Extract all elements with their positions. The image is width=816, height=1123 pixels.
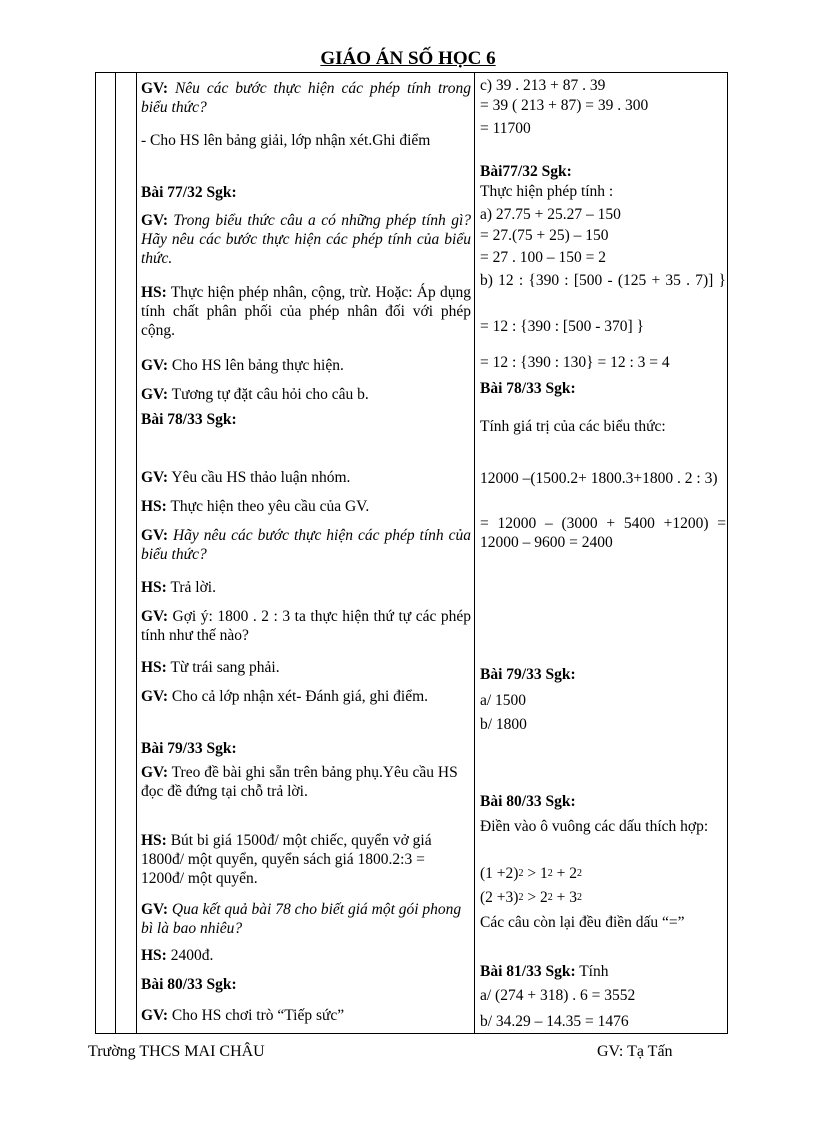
gv-label: GV: <box>141 1007 168 1024</box>
solution-line: b/ 1800 <box>480 716 527 733</box>
solution-line: Các câu còn lại đều điền dấu “=” <box>480 914 685 931</box>
gv-label: GV: <box>141 80 168 97</box>
gv-label: GV: <box>141 764 168 781</box>
activity-text: - Cho HS lên bảng giải, lớp nhận xét.Ghi điểm <box>141 132 431 149</box>
activity-text: Bút bi giá 1500đ/ một chiếc, quyển vở giá 1800đ/ một quyển, quyển sách giá 1800.2:3 = 1200đ/ một quyển. <box>141 832 432 887</box>
solution-line: = 12 : {390 : 130} = 12 : 3 = 4 <box>480 354 670 371</box>
solution-text: Tính <box>575 963 609 980</box>
activity-block <box>141 385 471 404</box>
activity-text: Treo đề bài ghi sẵn trên bảng phụ.Yêu cầu HS đọc đề đứng tại chỗ trả lời. <box>141 764 458 800</box>
activity-text: Cho HS chơi trò “Tiếp sức” <box>171 1007 345 1024</box>
solution-line: a) 27.75 + 25.27 – 150 <box>480 206 621 223</box>
solution-line: Thực hiện phép tính : <box>480 183 614 200</box>
hs-label: HS: <box>141 832 167 849</box>
gv-label: GV: <box>141 901 168 918</box>
column-divider <box>474 73 475 1033</box>
exponent: 2 <box>547 892 553 903</box>
solution-line: a/ 1500 <box>480 692 527 709</box>
solution-line: Điền vào ô vuông các dấu thích hợp: <box>480 818 709 835</box>
hs-label: HS: <box>141 659 167 676</box>
hs-label: HS: <box>141 947 167 964</box>
activity-block <box>141 607 471 645</box>
activity-text: Cho HS lên bảng thực hiện. <box>171 357 344 374</box>
solution-line: b) 12 : {390 : [500 - (125 + 35 . 7)] } <box>480 272 726 289</box>
solution-line: = 27 . 100 – 150 = 2 <box>480 249 606 266</box>
activity-block <box>141 79 471 117</box>
column-divider <box>136 73 137 1033</box>
page-title: GIÁO ÁN SỐ HỌC 6 <box>320 48 496 69</box>
activity-text: Hãy nêu các bước thực hiện các phép tính của biểu thức? <box>141 527 472 563</box>
solution-line: Tính giá trị của các biểu thức: <box>480 418 666 435</box>
solution-line: = 27.(75 + 25) – 150 <box>480 227 609 244</box>
expr-part: > 1 <box>523 865 548 882</box>
activity-block <box>141 497 471 516</box>
expr-part: (2 +3) <box>480 889 519 906</box>
exponent: 2 <box>518 868 524 879</box>
solution-line: = 11700 <box>480 120 531 137</box>
activity-block <box>141 468 471 487</box>
gv-label: GV: <box>141 357 168 374</box>
exponent: 2 <box>576 892 582 903</box>
exercise-heading: Bài 80/33 Sgk: <box>141 976 237 993</box>
solution-line <box>480 864 726 883</box>
activity-block <box>141 763 471 801</box>
hs-label: HS: <box>141 284 167 301</box>
activity-block <box>141 356 471 375</box>
exercise-heading: Bài 79/33 Sgk: <box>480 666 576 683</box>
activity-text: Yêu cầu HS thảo luận nhóm. <box>171 469 351 486</box>
expr-part: + 2 <box>552 865 577 882</box>
expr-part: + 3 <box>552 889 577 906</box>
exercise-heading: Bài77/32 Sgk: <box>480 163 572 180</box>
exercise-heading: Bài 77/32 Sgk: <box>141 184 237 201</box>
solution-line <box>480 888 726 907</box>
column-divider <box>115 73 116 1033</box>
hs-label: HS: <box>141 579 167 596</box>
activity-block <box>141 946 471 965</box>
exercise-heading: Bài 81/33 Sgk: <box>480 963 576 980</box>
footer-school: Trường THCS MAI CHÂU <box>88 1043 265 1060</box>
activity-column <box>141 73 471 1033</box>
solution-line: = 12000 – (3000 + 5400 +1200) = 12000 – 9600 = 2400 <box>480 515 726 551</box>
activity-text: Tương tự đặt câu hỏi cho câu b. <box>171 386 369 403</box>
solution-line: a/ (274 + 318) . 6 = 3552 <box>480 987 636 1004</box>
activity-text: Cho cả lớp nhận xét- Đánh giá, ghi điểm. <box>171 688 429 705</box>
activity-block <box>141 211 471 268</box>
activity-block <box>141 1006 471 1025</box>
solution-line: = 39 ( 213 + 87) = 39 . 300 <box>480 97 649 114</box>
activity-block <box>141 658 471 677</box>
activity-block <box>141 131 471 150</box>
activity-text: Qua kết quả bài 78 cho biết giá một gói phong bì là bao nhiêu? <box>141 901 462 937</box>
activity-text: Thực hiện theo yêu cầu của GV. <box>170 498 370 515</box>
activity-text: Từ trái sang phải. <box>170 659 280 676</box>
solution-line <box>480 962 726 981</box>
activity-block <box>141 578 471 597</box>
exponent: 2 <box>576 868 582 879</box>
gv-label: GV: <box>141 688 168 705</box>
activity-text: Trong biểu thức câu a có những phép tính gì? Hãy nêu các bước thực hiện các phép tính của biểu thức. <box>141 212 472 267</box>
solution-line: b/ 34.29 – 14.35 = 1476 <box>480 1013 629 1030</box>
exercise-heading: Bài 80/33 Sgk: <box>480 793 576 810</box>
footer-teacher: GV: Tạ Tấn <box>597 1043 673 1060</box>
expr-part: (1 +2) <box>480 865 519 882</box>
activity-block <box>141 526 471 564</box>
exercise-heading: Bài 79/33 Sgk: <box>141 740 237 757</box>
solution-column <box>480 73 726 1033</box>
gv-label: GV: <box>141 212 168 229</box>
activity-text: Gợi ý: 1800 . 2 : 3 ta thực hiện thứ tự các phép tính như thế nào? <box>141 608 471 644</box>
activity-text: Nêu các bước thực hiện các phép tính trong biểu thức? <box>141 80 472 116</box>
activity-text: 2400đ. <box>170 947 214 964</box>
gv-label: GV: <box>141 386 168 403</box>
solution-line: = 12 : {390 : [500 - 370] } <box>480 318 644 335</box>
solution-line: c) 39 . 213 + 87 . 39 <box>480 77 606 94</box>
hs-label: HS: <box>141 498 167 515</box>
lesson-table <box>95 72 728 1034</box>
activity-text: Trả lời. <box>170 579 216 596</box>
exercise-heading: Bài 78/33 Sgk: <box>141 411 237 428</box>
activity-block <box>141 900 471 938</box>
exponent: 2 <box>518 892 524 903</box>
exponent: 2 <box>547 868 553 879</box>
gv-label: GV: <box>141 469 168 486</box>
activity-text: Thực hiện phép nhân, cộng, trừ. Hoặc: Áp dụng tính chất phân phối của phép nhân đối với phép cộng. <box>141 284 471 339</box>
activity-block <box>141 283 471 340</box>
activity-block <box>141 687 471 706</box>
exercise-heading: Bài 78/33 Sgk: <box>480 380 576 397</box>
gv-label: GV: <box>141 527 168 544</box>
solution-line: 12000 –(1500.2+ 1800.3+1800 . 2 : 3) <box>480 470 718 487</box>
activity-block <box>141 831 471 888</box>
gv-label: GV: <box>141 608 168 625</box>
expr-part: > 2 <box>523 889 548 906</box>
